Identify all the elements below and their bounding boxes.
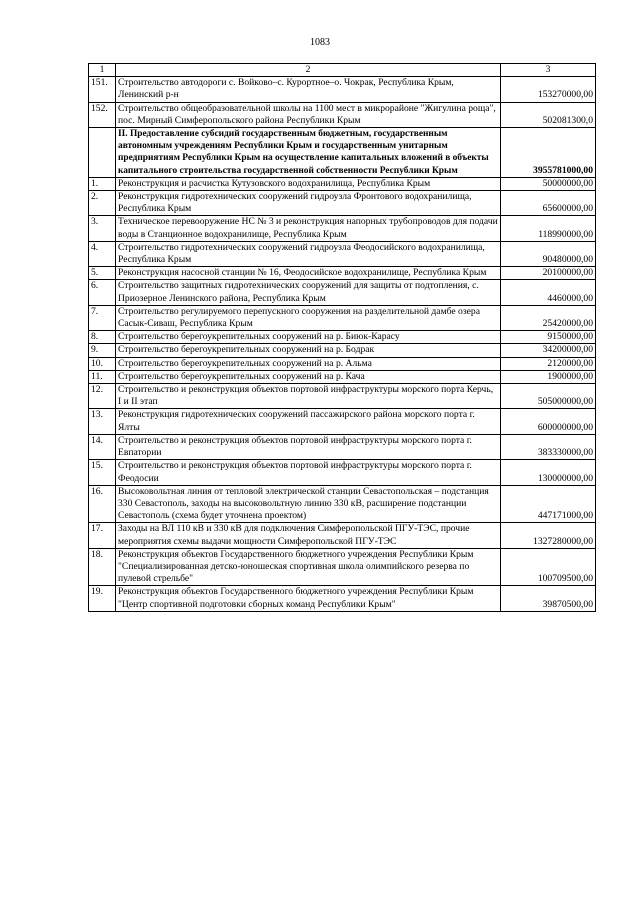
row-description: Строительство гидротехнических сооружений гидроузла Феодосийского водохранилища, Республика Крым [116, 241, 501, 266]
table-row [89, 177, 596, 190]
row-amount: 130000000,00 [501, 460, 596, 485]
row-description: Строительство берегоукрепительных сооружений на р. Кача [116, 370, 501, 383]
row-amount: 39870500,00 [501, 586, 596, 611]
row-description: Реконструкция и расчистка Кутузовского водохранилища, Республика Крым [116, 177, 501, 190]
row-number: 8. [89, 331, 116, 344]
table-row [89, 409, 596, 434]
row-amount: 600000000,00 [501, 409, 596, 434]
row-amount: 447171000,00 [501, 485, 596, 523]
row-number: 9. [89, 344, 116, 357]
row-number: 5. [89, 267, 116, 280]
row-description: Реконструкция объектов Государственного бюджетного учреждения Республики Крым "Специализированная детско-юношеская спортивная школа олимпийского резерва по пулевой стрельбе" [116, 548, 501, 586]
table-row [89, 548, 596, 586]
row-number: 151. [89, 77, 116, 102]
table-row [89, 128, 596, 178]
row-amount: 383330000,00 [501, 434, 596, 459]
row-number: 3. [89, 216, 116, 241]
table-row [89, 384, 596, 409]
row-description: Строительство регулируемого перепускного сооружения на разделительной дамбе озера Сасык-Сиваш, Республика Крым [116, 305, 501, 330]
row-number: 6. [89, 280, 116, 305]
row-number: 13. [89, 409, 116, 434]
header-col-2: 2 [116, 64, 501, 77]
table-row [89, 586, 596, 611]
table-row [89, 77, 596, 102]
header-col-3: 3 [501, 64, 596, 77]
row-number: 10. [89, 357, 116, 370]
row-description: Строительство и реконструкция объектов портовой инфраструктуры морского порта г. Феодосии [116, 460, 501, 485]
table-row [89, 280, 596, 305]
row-description: Строительство берегоукрепительных сооружений на р. Бодрак [116, 344, 501, 357]
row-amount: 505000000,00 [501, 384, 596, 409]
row-number: 16. [89, 485, 116, 523]
table-row [89, 523, 596, 548]
row-amount: 90480000,00 [501, 241, 596, 266]
row-description: Реконструкция насосной станции № 16, Феодосийское водохранилище, Республика Крым [116, 267, 501, 280]
header-col-1: 1 [89, 64, 116, 77]
row-number: 15. [89, 460, 116, 485]
row-description: Строительство защитных гидротехнических сооружений для защиты от подтопления, с. Приозерное Ленинского района, Республика Крым [116, 280, 501, 305]
row-description: Строительство берегоукрепительных сооружений на р. Биюк-Карасу [116, 331, 501, 344]
row-number: 19. [89, 586, 116, 611]
row-amount: 3955781000,00 [501, 128, 596, 178]
row-amount: 20100000,00 [501, 267, 596, 280]
budget-table [88, 63, 596, 612]
row-amount: 1327280000,00 [501, 523, 596, 548]
table-row [89, 102, 596, 127]
row-number: 1. [89, 177, 116, 190]
row-description: Строительство общеобразовательной школы на 1100 мест в микрорайоне "Жигулина роща", пос. Мирный Симферопольского района Республики Крым [116, 102, 501, 127]
table-row [89, 370, 596, 383]
page-number: 1083 [310, 37, 330, 48]
table-row [89, 267, 596, 280]
row-amount: 50000000,00 [501, 177, 596, 190]
table-row [89, 305, 596, 330]
row-description: Техническое перевооружение НС № 3 и реконструкция напорных трубопроводов для подачи воды в Станционное водохранилище, Республика Крым [116, 216, 501, 241]
row-amount: 9150000,00 [501, 331, 596, 344]
table-row [89, 216, 596, 241]
row-description: Реконструкция гидротехнических сооружений гидроузла Фронтового водохранилища, Республика Крым [116, 191, 501, 216]
row-number: 7. [89, 305, 116, 330]
row-number: 17. [89, 523, 116, 548]
row-description: Реконструкция гидротехнических сооружений пассажирского района морского порта г. Ялты [116, 409, 501, 434]
row-number: 152. [89, 102, 116, 127]
row-amount: 502081300,0 [501, 102, 596, 127]
row-number: 14. [89, 434, 116, 459]
row-description: Строительство и реконструкция объектов портовой инфраструктуры морского порта г. Евпатории [116, 434, 501, 459]
row-amount: 2120000,00 [501, 357, 596, 370]
row-number: 4. [89, 241, 116, 266]
row-description: Заходы на ВЛ 110 кВ и 330 кВ для подключения Симферопольской ПГУ-ТЭС, прочие мероприятия схемы выдачи мощности Симферопольской ПГУ-ТЭС [116, 523, 501, 548]
row-amount: 65600000,00 [501, 191, 596, 216]
row-description: Строительство и реконструкция объектов портовой инфраструктуры морского порта Керчь, I и II этап [116, 384, 501, 409]
row-amount: 1900000,00 [501, 370, 596, 383]
row-number: 12. [89, 384, 116, 409]
row-description: Строительство автодороги с. Войково–с. Курортное–о. Чокрак, Республика Крым, Ленинский р-н [116, 77, 501, 102]
table-row [89, 485, 596, 523]
table-row [89, 344, 596, 357]
row-number: 18. [89, 548, 116, 586]
row-number: 2. [89, 191, 116, 216]
table-row [89, 241, 596, 266]
row-description: Строительство берегоукрепительных сооружений на р. Альма [116, 357, 501, 370]
table-row [89, 191, 596, 216]
table-row [89, 460, 596, 485]
row-description: II. Предоставление субсидий государственным бюджетным, государственным автономным учреждениям Республики Крым и государственным унитарным предприятиям Республики Крым на осуществление капитальных вложений в объекты капитального строительства государственной собственности Республики Крым [116, 128, 501, 178]
row-description: Высоковольтная линия от тепловой электрической станции Севастопольская – подстанция 330 Севастополь, заходы на высоковольтную линию 330 кВ, расширение подстанции Севастополь (схема будет уточнена проектом) [116, 485, 501, 523]
table-header-row [89, 64, 596, 77]
row-amount: 25420000,00 [501, 305, 596, 330]
table-row [89, 331, 596, 344]
row-amount: 153270000,00 [501, 77, 596, 102]
row-number [89, 128, 116, 178]
row-number: 11. [89, 370, 116, 383]
table-row [89, 357, 596, 370]
table-row [89, 434, 596, 459]
row-amount: 100709500,00 [501, 548, 596, 586]
row-amount: 4460000,00 [501, 280, 596, 305]
row-amount: 118990000,00 [501, 216, 596, 241]
row-amount: 34200000,00 [501, 344, 596, 357]
row-description: Реконструкция объектов Государственного бюджетного учреждения Республики Крым "Центр спортивной подготовки сборных команд Республики Крым" [116, 586, 501, 611]
